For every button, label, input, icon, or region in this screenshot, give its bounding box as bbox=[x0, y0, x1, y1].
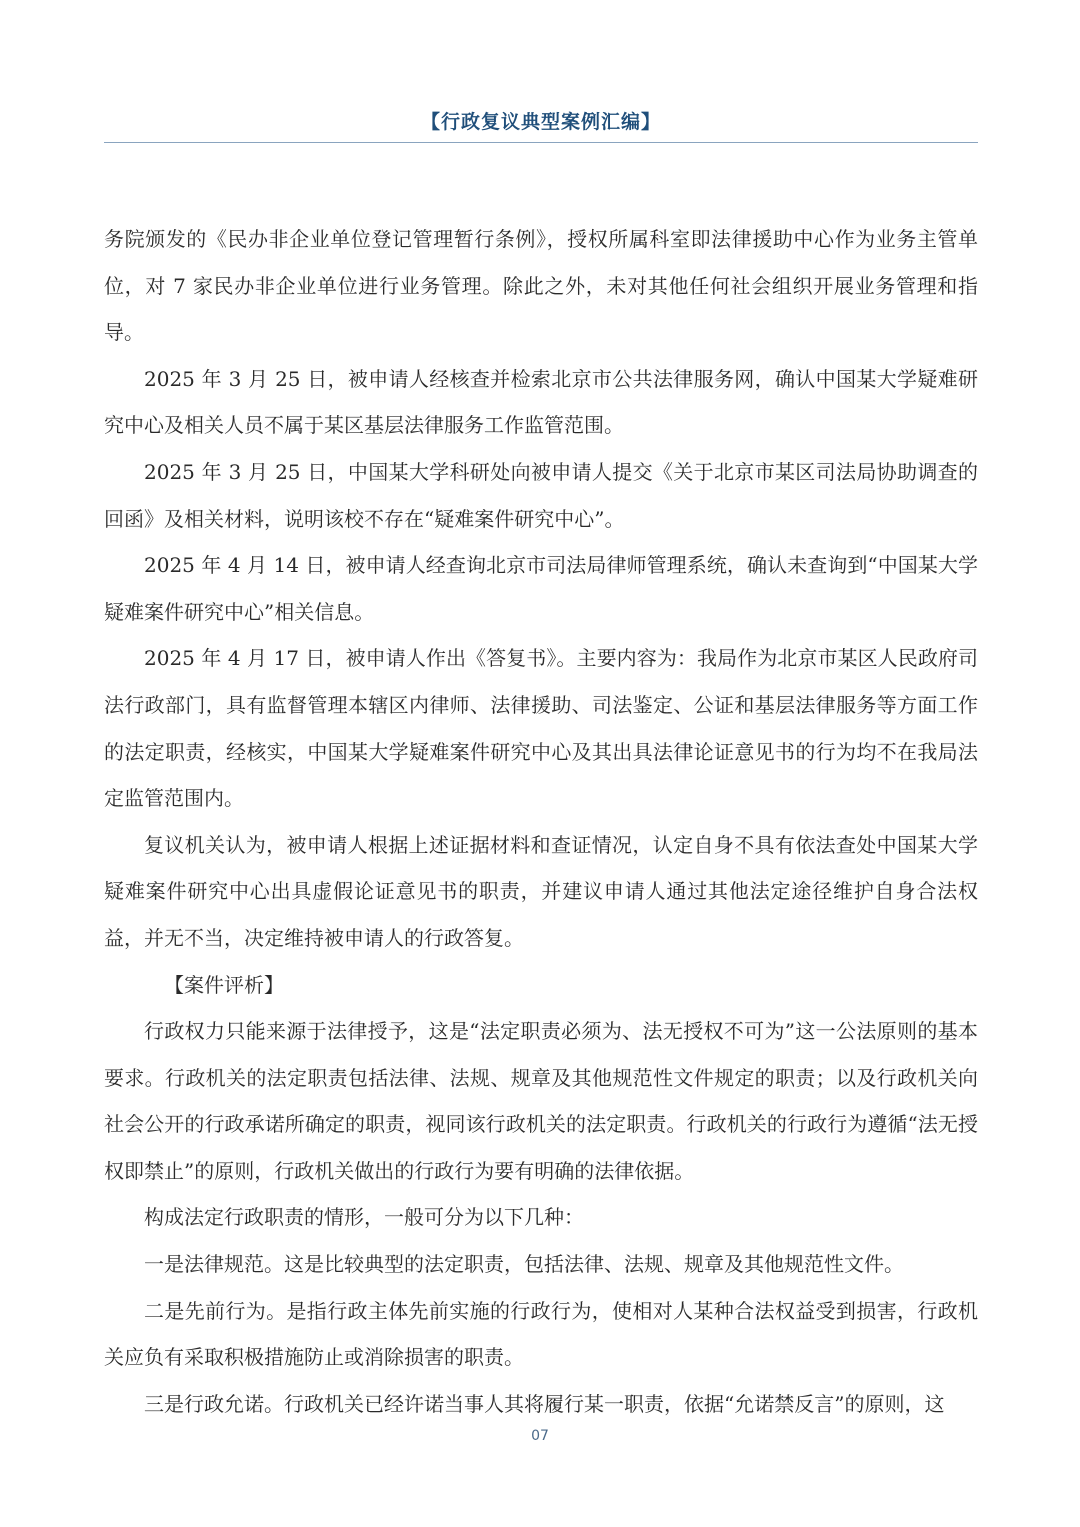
paragraph: 2025 年 3 月 25 日，中国某大学科研处向被申请人提交《关于北京市某区司法局协助调查的回函》及相关材料，说明该校不存在“疑难案件研究中心”。 bbox=[104, 459, 978, 531]
paragraph: 2025 年 3 月 25 日，被申请人经核查并检索北京市公共法律服务网，确认中国某大学疑难研究中心及相关人员不属于某区基层法律服务工作监管范围。 bbox=[104, 366, 978, 438]
section-heading: 【案件评析】 bbox=[164, 972, 284, 997]
page-header bbox=[104, 104, 978, 140]
paragraph: 二是先前行为。是指行政主体先前实施的行政行为，使相对人某种合法权益受到损害，行政机关应负有采取积极措施防止或消除损害的职责。 bbox=[104, 1298, 978, 1370]
document-title: 【行政复议典型案例汇编】 bbox=[420, 111, 661, 133]
paragraph: 一是法律规范。这是比较典型的法定职责，包括法律、法规、规章及其他规范性文件。 bbox=[144, 1252, 904, 1277]
main-body bbox=[104, 216, 978, 1427]
paragraph: 2025 年 4 月 14 日，被申请人经查询北京市司法局律师管理系统，确认未查询到“中国某大学疑难案件研究中心”相关信息。 bbox=[104, 553, 978, 624]
page-number: 07 bbox=[531, 1428, 549, 1444]
paragraph: 行政权力只能来源于法律授予，这是“法定职责必须为、法无授权不可为”这一公法原则的基本要求。行政机关的法定职责包括法律、法规、规章及其他规范性文件规定的职责；以及行政机关向社会公开的行政承诺所确定的职责，视同该行政机关的法定职责。行政机关的行政行为遵循“法无授权即禁止”的原则，行政机关做出的行政行为要有明确的法律依据。 bbox=[104, 1019, 978, 1183]
paragraph: 三是行政允诺。行政机关已经许诺当事人其将履行某一职责，依据“允诺禁反言”的原则，这 bbox=[144, 1391, 945, 1416]
paragraph: 2025 年 4 月 17 日，被申请人作出《答复书》。主要内容为：我局作为北京市某区人民政府司法行政部门，具有监督管理本辖区内律师、法律援助、司法鉴定、公证和基层法律服务等方面工作的法定职责，经核实，中国某大学疑难案件研究中心及其出具法律论证意见书的行为均不在我局法定监管范围内。 bbox=[104, 646, 978, 811]
paragraph-continued: 务院颁发的《民办非企业单位登记管理暂行条例》，授权所属科室即法律援助中心作为业务主管单位，对 7 家民办非企业单位进行业务管理。除此之外，未对其他任何社会组织开展业务管理和指导。 bbox=[104, 227, 978, 345]
paragraph: 构成法定行政职责的情形，一般可分为以下几种： bbox=[144, 1205, 584, 1230]
header-divider bbox=[104, 142, 978, 143]
paragraph: 复议机关认为，被申请人根据上述证据材料和查证情况，认定自身不具有依法查处中国某大学疑难案件研究中心出具虚假论证意见书的职责，并建议申请人通过其他法定途径维护自身合法权益，并无不当，决定维持被申请人的行政答复。 bbox=[104, 832, 978, 950]
